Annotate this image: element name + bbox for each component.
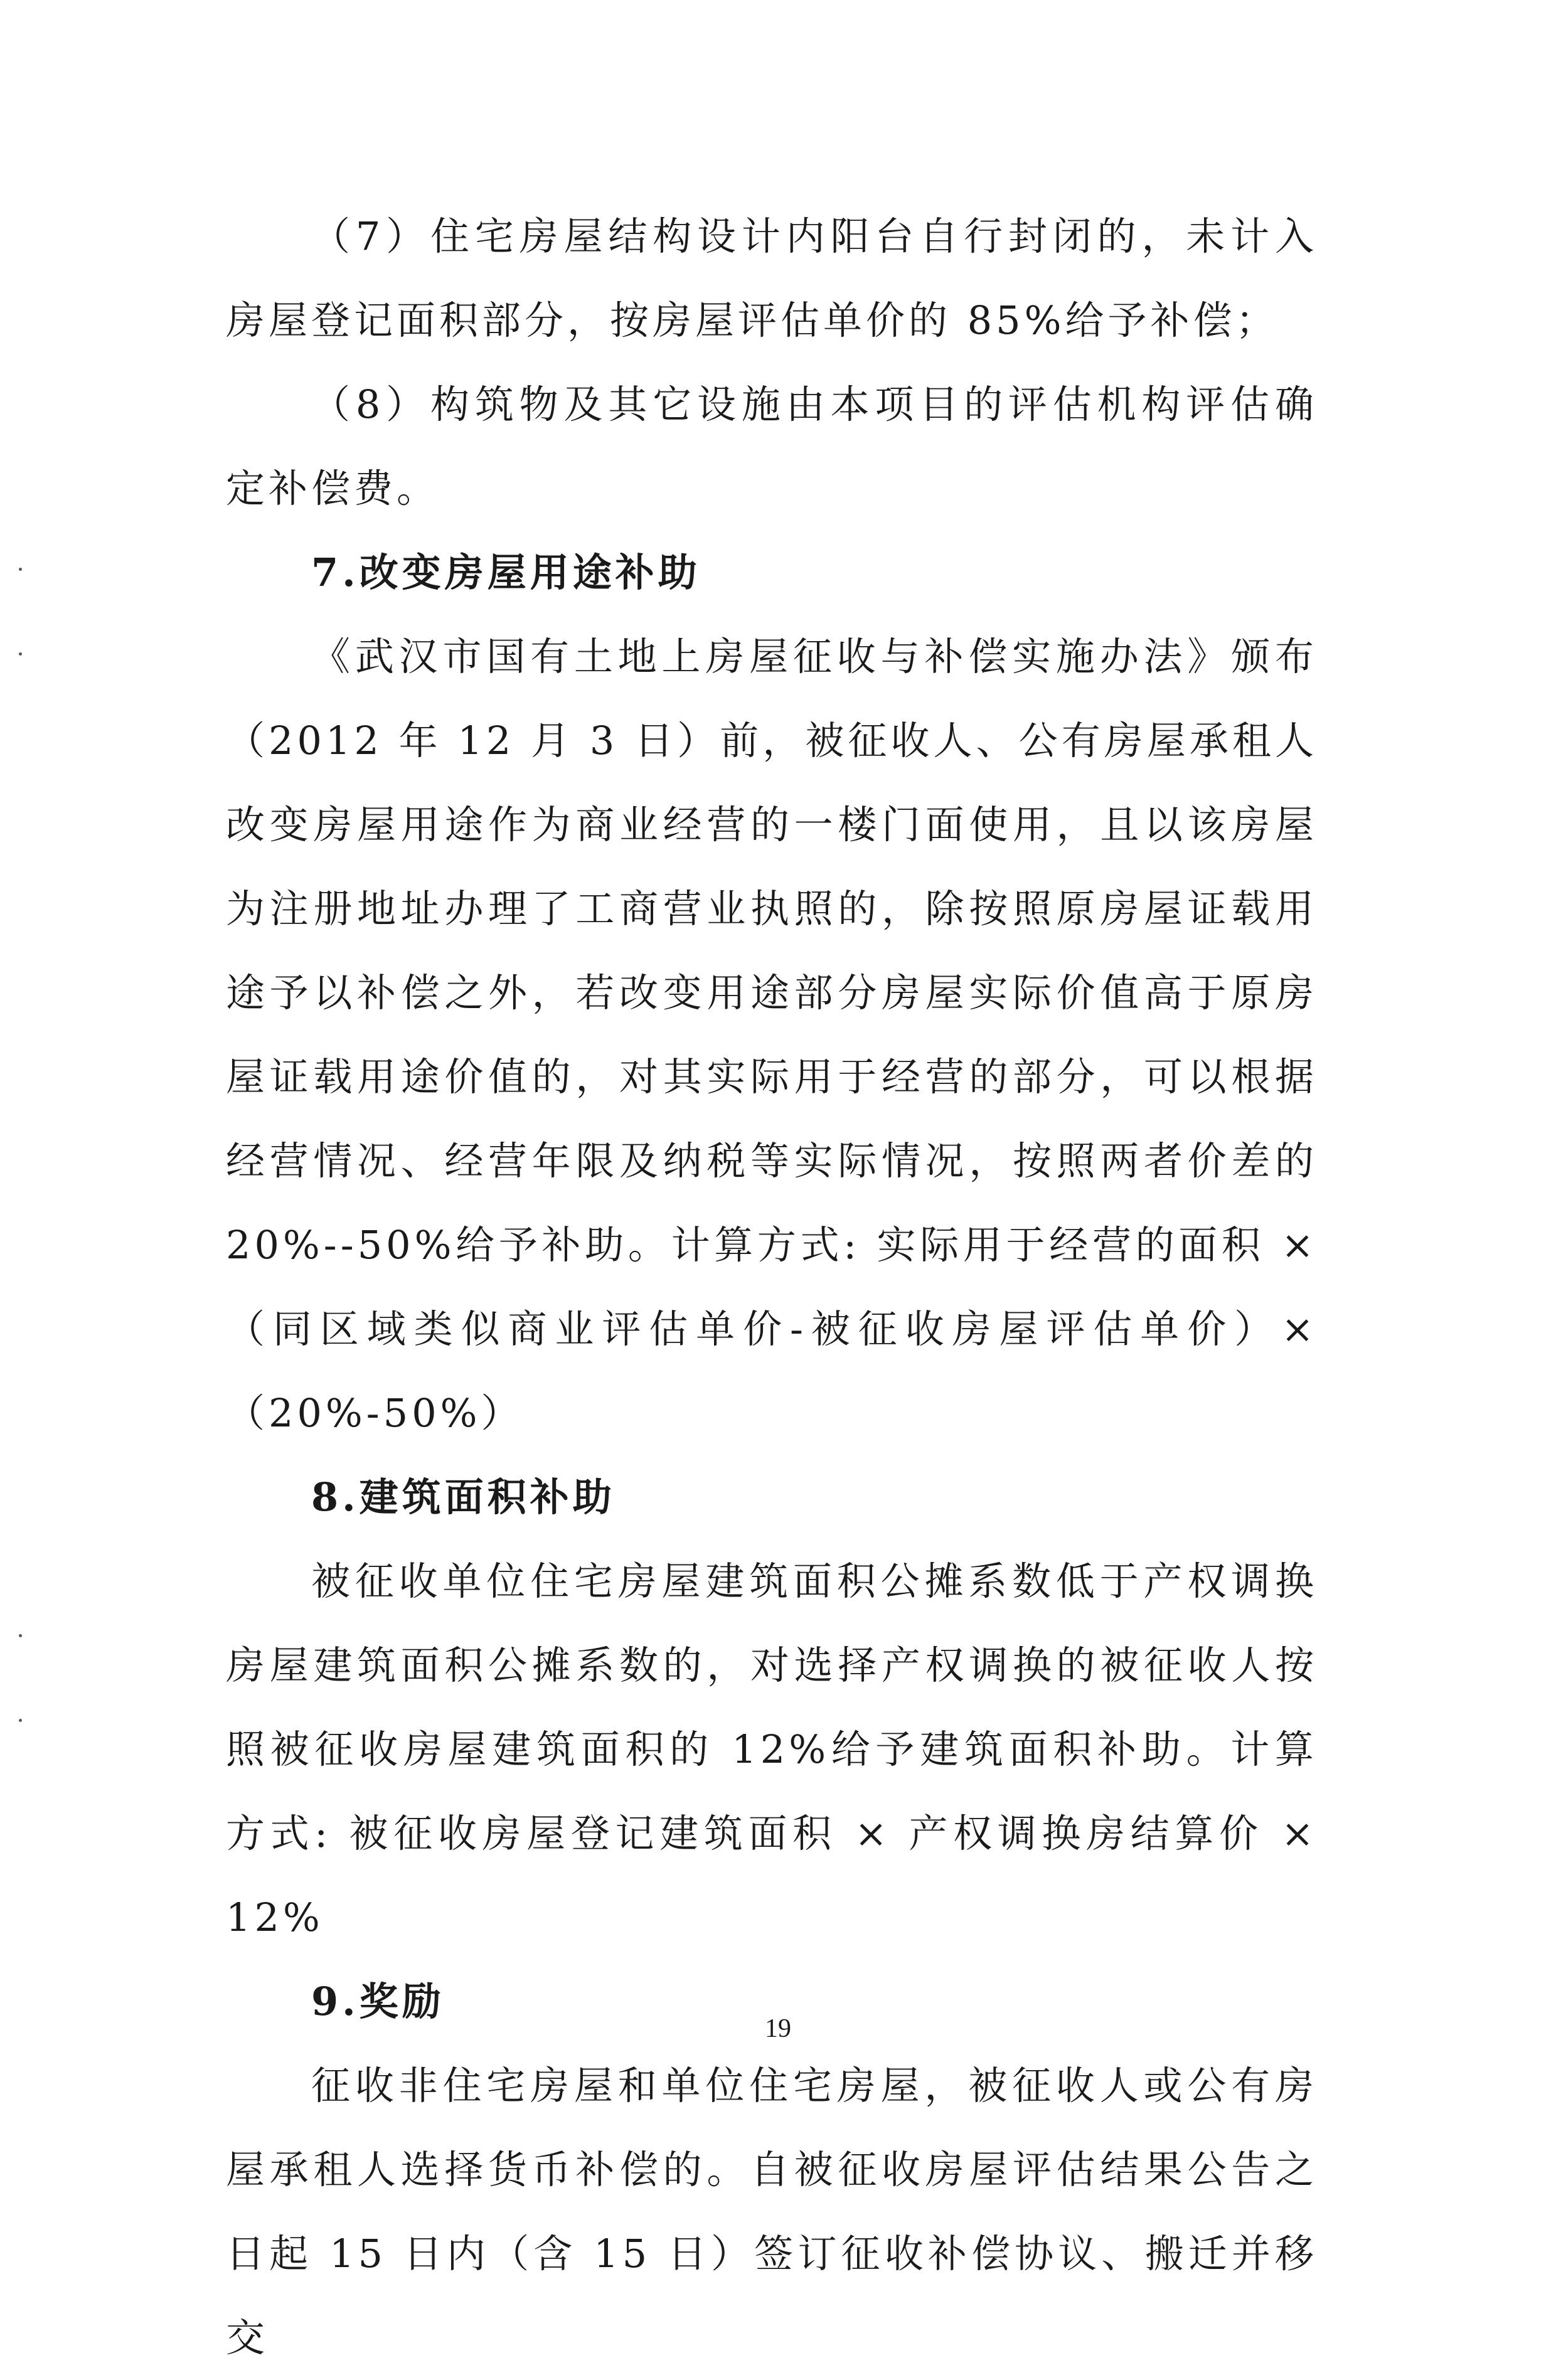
document-body — [226, 194, 1318, 2380]
scan-mark — [19, 568, 22, 571]
scan-mark — [19, 1634, 22, 1637]
paragraph-usage-change-subsidy: 《武汉市国有土地上房屋征收与补偿实施办法》颁布（2012 年 12 月 3 日）前，被征收人、公有房屋承租人改变房屋用途作为商业经营的一楼门面使用，且以该房屋为注册地址办理了工商营业执照的，除按照原房屋证载用途予以补偿之外，若改变用途部分房屋实际价值高于原房屋证载用途价值的，对其实际用于经营的部分，可以根据经营情况、经营年限及纳税等实际情况，按照两者价差的 20%--50%给予补助。计算方式: 实际用于经营的面积 ×（同区域类似商业评估单价-被征收房屋评估单价）×（20%-50%） — [226, 634, 1318, 1436]
paragraph-item-7: （7）住宅房屋结构设计内阳台自行封闭的，未计入房屋登记面积部分，按房屋评估单价的 85%给予补偿； — [226, 213, 1318, 343]
section-heading-9: 9.奖励 — [311, 1979, 445, 2024]
scan-mark — [19, 1719, 22, 1722]
section-heading-7: 7.改变房屋用途补助 — [311, 550, 701, 595]
page-number: 19 — [765, 2014, 791, 2043]
paragraph-floor-area-subsidy: 被征收单位住宅房屋建筑面积公摊系数低于产权调换房屋建筑面积公摊系数的，对选择产权调换的被征收人按照被征收房屋建筑面积的 12%给予建筑面积补助。计算方式: 被征收房屋登记建筑面积 × 产权调换房结算价 × 12% — [226, 1558, 1318, 1940]
scan-mark — [19, 652, 22, 656]
paragraph-item-8: （8）构筑物及其它设施由本项目的评估机构评估确定补偿费。 — [226, 381, 1318, 511]
paragraph-reward: 征收非住宅房屋和单位住宅房屋，被征收人或公有房屋承租人选择货币补偿的。自被征收房屋评估结果公告之日起 15 日内（含 15 日）签订征收补偿协议、搬迁并移交 — [226, 2063, 1318, 2361]
section-heading-8: 8.建筑面积补助 — [311, 1474, 615, 1520]
